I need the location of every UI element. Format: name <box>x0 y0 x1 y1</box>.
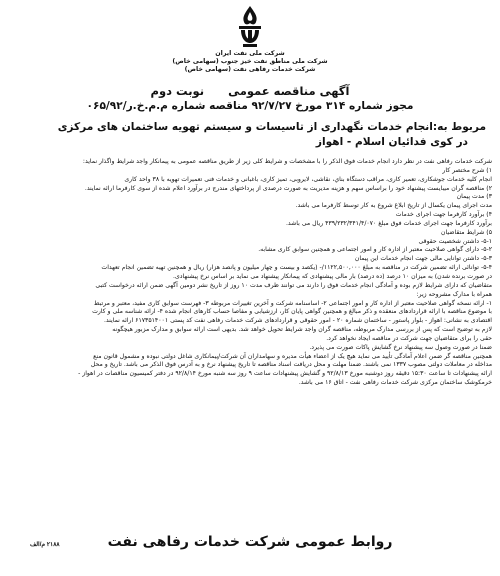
subject-line-1: مربوط به:انجام خدمات نگهداری از تاسیسات و سیستم تهویه ساختمان های مرکزی <box>57 121 486 133</box>
reference-number: ۲۱۸۸ م/الف <box>30 542 60 548</box>
body-line: برآورد کارفرما جهت اجرای خدمات فوق مبلغ ۴۳۹/۲۳۲/۳۴۱/۴/۰۷۰ ریال می باشد. <box>285 219 492 227</box>
notice-body <box>8 158 492 388</box>
body-line: ۱- ارائه نسخه گواهی صلاحیت معتبر از اداره کار و امور اجتماعی ۲- اساسنامه شرکت و آخرین تغییرات مربوطه ۳- فهرست سوابق کاری مفید، معتبر و مرتبط <box>93 299 492 307</box>
notice-title <box>0 84 500 98</box>
body-line: ۱) شرح مختصر کار <box>442 166 492 174</box>
body-line: ۴) برآورد کارفرما جهت اجرای خدمات <box>395 211 492 219</box>
body-line: همراه با مدارک مشروحه زیر: <box>416 290 492 298</box>
body-line: متقاضیان که دارای شرایط لازم بوده و آمادگی انجام خدمات فوق را دارند می توانند ظرف مدت ۱۰ روز از تاریخ نشر دومین آگهی ضمن ارائه درخواست کتبی <box>95 281 492 289</box>
body-line: مدت اجرای پیمان یکسال از تاریخ ابلاغ شروع به کار توسط کارفرما می باشد. <box>295 202 492 210</box>
body-line: حقی را برای متقاضیان جهت شرکت در مناقصه ایجاد نخواهد کرد. <box>326 334 492 342</box>
notice-round: نوبت دوم <box>150 84 205 98</box>
org-name-line-3: شرکت خدمات رفاهی نفت (سهامی خاص) <box>184 66 316 73</box>
body-line: همچنین مناقصه گر ضمن اعلام آمادگی تأیید می نماید هیچ یک از اعضاء هیأت مدیره و سهامداران آن شرکت/پیمانکاری شاغل دولتی نبوده و مشمول قانون منع <box>93 352 492 360</box>
subject-block <box>16 120 486 150</box>
body-line: اقتصادی به نشانی: اهواز - بلوار پاستور - ساختمان شماره ۲۰ - امور حقوقی و قراردادهای شرکت خدمات رفاهی نفت کد پستی ۶۱۷۳۵۱۴۰۰۱ ارائه نمایند. <box>103 317 492 325</box>
body-line: شرکت خدمات رفاهی نفت در نظر دارد انجام خدمات فوق الذکر را با مشخصات و شرایط کلی زیر از طریق مناقصه عمومی به پیمانکار واجد شرایط واگذار نماید: <box>82 158 492 165</box>
body-line: ضمنا در صورت وصول سه پیشنهاد نرخ گشایش پاکات صورت می پذیرد. <box>309 343 492 351</box>
body-line: ۵-۱- داشتن شخصیت حقوقی <box>418 237 492 245</box>
permit-line: مجوز شماره ۳۱۴ مورخ ۹۲/۷/۲۷ مناقصه شماره م.م.خ.ر/۰۶۵/۹۲ <box>86 100 414 112</box>
body-line: در صورت برنده شدن) به میزان ۱۰ درصد (ده درصد) بار مالی پیشنهادی که پیمانکار پیشنهاد می نماید بر اساس نرخ پیشنهادی. <box>173 272 492 280</box>
header <box>0 4 500 74</box>
body-line: خرمکوشک ساختمان مرکزی شرکت خدمات رفاهی نفت - اتاق ۱۶ می باشد. <box>298 379 492 387</box>
body-line: ۵-۴- توانائی ارائه تضمین شرکت در مناقصه به مبلغ ۱۱۲۲,۵۰۰,۰۰۰/- (یکصد و بیست و چهار میلیون و پانصد هزار) ریال و همچنین تهیه تضمین انجام تعهدات <box>101 264 492 272</box>
body-line: انجام کلیه خدمات جوشکاری، تعمیر کاری، مراقب دستگاه بناي، نقاشی، لایروبی، تمیز کاری، باغبانی و خدمات فنی تعمیرات تهویه با ۳۸ واحد کاری <box>124 175 492 183</box>
body-line: ۵-۳- داشتن توانایی مالی جهت انجام خدمات این پیمان <box>354 255 492 263</box>
footer-signature: روابط عمومی شرکت خدمات رفاهی نفت <box>107 534 393 550</box>
org-name-line-1: شرکت ملی نفت ایران <box>215 50 285 57</box>
body-line: ۵-۲- دارای گواهی صلاحیت معتبر از اداره کار و امور اجتماعی و همچنین سوابق کاری مشابه. <box>258 246 492 254</box>
body-line: ۲) مناقصه گران میبایست پیشنهاد خود را براساس سهم و هزینه مدیریت به صورت درصدی از پرداختهای مندرج در برآورد اعلام شده از سوی کارفرما ارائه نمایند. <box>84 184 492 192</box>
body-line: لازم به توضیح است که پس از بررسی مدارک مربوطه، مناقصه گران واجد شرایط تحویل خواهد شد. بدیهی است ارائه سوابق و مدارک مزبور هیچگونه <box>112 326 492 334</box>
body-line: مداخله در معاملات دولتی مصوب ۱۳۳۷ نمی باشند. ضمنا مهلت و محل دریافت اسناد مناقصه تا تاریخ پیشنهاد نرخ و به آدرس فوق الذکر می باشد. تاریخ و محل <box>90 361 492 369</box>
body-line: ۳) مدت پیمان <box>456 193 492 201</box>
body-line: ۵) شرایط متقاضیان <box>441 228 492 236</box>
body-line: با موضوع مناقصه با ارائه قراردادهای منعقده و ذکر مبالغ و همچنین گواهی پایان کار، ارزشیابی و مفاصا حساب کارهای انجام شده ۴- ارائه شناسه ملی و کارت <box>92 308 492 316</box>
nioc-logo-icon <box>233 4 267 50</box>
notice-heading: آگهی مناقصه عمومی <box>228 84 350 98</box>
org-name-line-2: شرکت ملی مناطق نفت خیز جنوب (سهامی خاص) <box>172 58 328 65</box>
body-line: ارائه پیشنهادات تا ساعت ۱۵:۳۰ دقیقه روز دوشنبه مورخ ۹۲/۸/۱۳ و گشایش پیشنهادات ساعت ۹ روز سه شنبه مورخ ۹۲/۸/۱۴ در دفتر کمیسیون مناقصات در اهواز - <box>78 370 492 378</box>
subject-line-2: در کوی فدائیان اسلام - اهواز <box>315 136 468 148</box>
